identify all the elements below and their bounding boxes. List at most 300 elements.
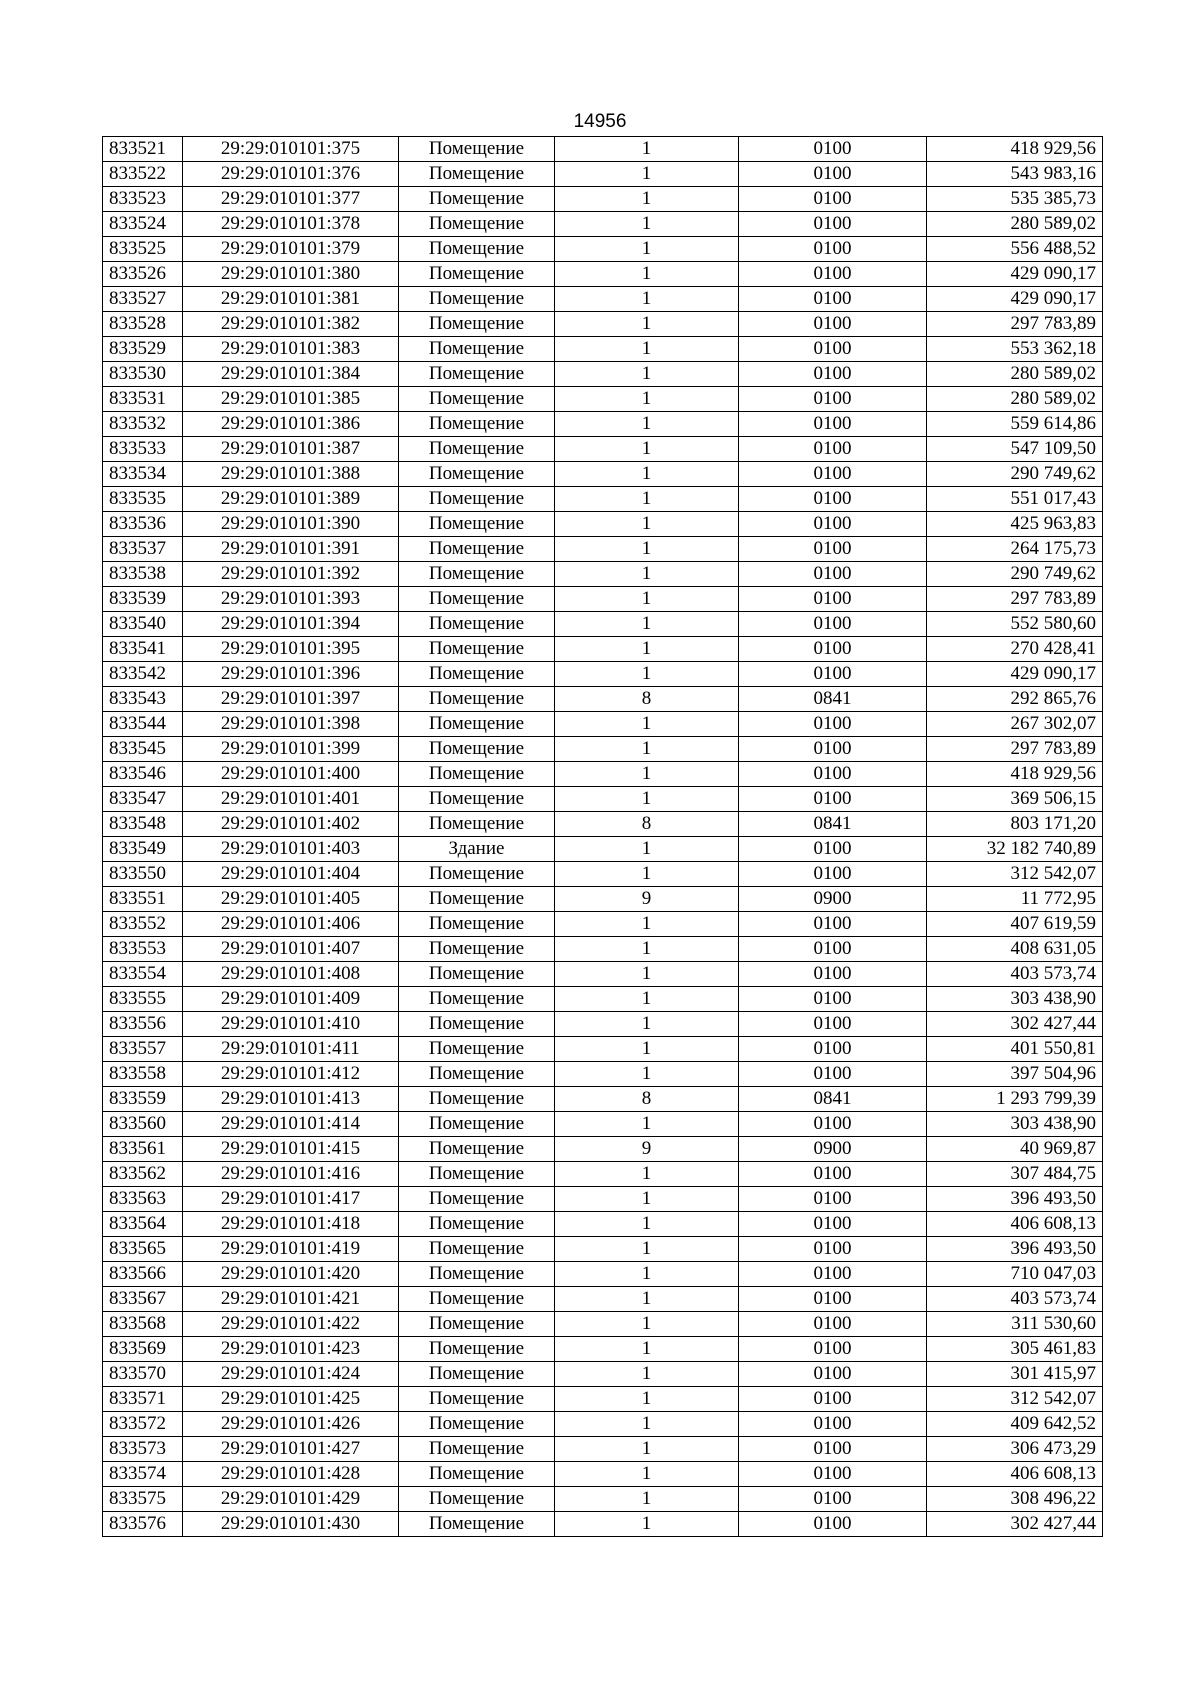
object-type-cell: Помещение — [399, 1437, 555, 1462]
table-row — [103, 1087, 1103, 1112]
cadastral-number-cell: 29:29:010101:410 — [183, 1012, 399, 1037]
count-cell: 1 — [555, 537, 739, 562]
count-cell: 1 — [555, 1037, 739, 1062]
table-row — [103, 162, 1103, 187]
count-cell: 8 — [555, 687, 739, 712]
record-id-cell: 833531 — [103, 387, 183, 412]
count-cell: 1 — [555, 487, 739, 512]
object-type-cell: Помещение — [399, 512, 555, 537]
count-cell: 1 — [555, 637, 739, 662]
value-cell: 429 090,17 — [927, 662, 1103, 687]
object-type-cell: Помещение — [399, 262, 555, 287]
cadastral-number-cell: 29:29:010101:379 — [183, 237, 399, 262]
record-id-cell: 833524 — [103, 212, 183, 237]
cadastral-number-cell: 29:29:010101:405 — [183, 887, 399, 912]
table-row — [103, 937, 1103, 962]
cadastral-number-cell: 29:29:010101:427 — [183, 1437, 399, 1462]
value-cell: 303 438,90 — [927, 1112, 1103, 1137]
cadastral-number-cell: 29:29:010101:387 — [183, 437, 399, 462]
table-row — [103, 1262, 1103, 1287]
table-row — [103, 1287, 1103, 1312]
cadastral-number-cell: 29:29:010101:422 — [183, 1312, 399, 1337]
code-cell: 0100 — [739, 162, 927, 187]
code-cell: 0100 — [739, 537, 927, 562]
code-cell: 0100 — [739, 1062, 927, 1087]
cadastral-number-cell: 29:29:010101:421 — [183, 1287, 399, 1312]
record-id-cell: 833535 — [103, 487, 183, 512]
table-row — [103, 387, 1103, 412]
record-id-cell: 833529 — [103, 337, 183, 362]
object-type-cell: Помещение — [399, 412, 555, 437]
cadastral-number-cell: 29:29:010101:407 — [183, 937, 399, 962]
object-type-cell: Помещение — [399, 1362, 555, 1387]
cadastral-number-cell: 29:29:010101:381 — [183, 287, 399, 312]
value-cell: 301 415,97 — [927, 1362, 1103, 1387]
object-type-cell: Помещение — [399, 1337, 555, 1362]
code-cell: 0100 — [739, 287, 927, 312]
value-cell: 267 302,07 — [927, 712, 1103, 737]
table-row — [103, 212, 1103, 237]
code-cell: 0100 — [739, 262, 927, 287]
code-cell: 0100 — [739, 1237, 927, 1262]
value-cell: 307 484,75 — [927, 1162, 1103, 1187]
object-type-cell: Помещение — [399, 1462, 555, 1487]
value-cell: 312 542,07 — [927, 862, 1103, 887]
count-cell: 1 — [555, 1387, 739, 1412]
cadastral-number-cell: 29:29:010101:375 — [183, 137, 399, 162]
cadastral-number-cell: 29:29:010101:406 — [183, 912, 399, 937]
value-cell: 270 428,41 — [927, 637, 1103, 662]
cadastral-number-cell: 29:29:010101:393 — [183, 587, 399, 612]
table-row — [103, 1437, 1103, 1462]
value-cell: 280 589,02 — [927, 362, 1103, 387]
count-cell: 1 — [555, 862, 739, 887]
record-id-cell: 833526 — [103, 262, 183, 287]
object-type-cell: Помещение — [399, 987, 555, 1012]
cadastral-number-cell: 29:29:010101:426 — [183, 1412, 399, 1437]
record-id-cell: 833536 — [103, 512, 183, 537]
code-cell: 0900 — [739, 887, 927, 912]
table-row — [103, 737, 1103, 762]
cadastral-number-cell: 29:29:010101:404 — [183, 862, 399, 887]
value-cell: 396 493,50 — [927, 1187, 1103, 1212]
count-cell: 1 — [555, 212, 739, 237]
value-cell: 280 589,02 — [927, 212, 1103, 237]
code-cell: 0100 — [739, 937, 927, 962]
record-id-cell: 833525 — [103, 237, 183, 262]
cadastral-number-cell: 29:29:010101:412 — [183, 1062, 399, 1087]
record-id-cell: 833541 — [103, 637, 183, 662]
table-row — [103, 637, 1103, 662]
table-row — [103, 1487, 1103, 1512]
record-id-cell: 833572 — [103, 1412, 183, 1437]
value-cell: 290 749,62 — [927, 462, 1103, 487]
count-cell: 1 — [555, 162, 739, 187]
cadastral-number-cell: 29:29:010101:413 — [183, 1087, 399, 1112]
table-row — [103, 1412, 1103, 1437]
object-type-cell: Помещение — [399, 1112, 555, 1137]
cadastral-number-cell: 29:29:010101:408 — [183, 962, 399, 987]
code-cell: 0100 — [739, 1437, 927, 1462]
record-id-cell: 833573 — [103, 1437, 183, 1462]
value-cell: 311 530,60 — [927, 1312, 1103, 1337]
table-row — [103, 312, 1103, 337]
value-cell: 429 090,17 — [927, 287, 1103, 312]
cadastral-number-cell: 29:29:010101:386 — [183, 412, 399, 437]
value-cell: 559 614,86 — [927, 412, 1103, 437]
code-cell: 0100 — [739, 587, 927, 612]
count-cell: 1 — [555, 1162, 739, 1187]
code-cell: 0100 — [739, 137, 927, 162]
cadastral-number-cell: 29:29:010101:402 — [183, 812, 399, 837]
count-cell: 1 — [555, 1287, 739, 1312]
code-cell: 0100 — [739, 337, 927, 362]
object-type-cell: Помещение — [399, 362, 555, 387]
value-cell: 403 573,74 — [927, 1287, 1103, 1312]
value-cell: 302 427,44 — [927, 1012, 1103, 1037]
record-id-cell: 833528 — [103, 312, 183, 337]
value-cell: 305 461,83 — [927, 1337, 1103, 1362]
object-type-cell: Помещение — [399, 787, 555, 812]
value-cell: 297 783,89 — [927, 312, 1103, 337]
cadastral-number-cell: 29:29:010101:399 — [183, 737, 399, 762]
record-id-cell: 833552 — [103, 912, 183, 937]
table-row — [103, 487, 1103, 512]
object-type-cell: Помещение — [399, 1262, 555, 1287]
registry-table — [102, 136, 1103, 1537]
cadastral-number-cell: 29:29:010101:394 — [183, 612, 399, 637]
table-row — [103, 187, 1103, 212]
value-cell: 264 175,73 — [927, 537, 1103, 562]
table-row — [103, 1312, 1103, 1337]
table-row — [103, 1462, 1103, 1487]
object-type-cell: Помещение — [399, 637, 555, 662]
code-cell: 0100 — [739, 1162, 927, 1187]
value-cell: 406 608,13 — [927, 1212, 1103, 1237]
count-cell: 1 — [555, 187, 739, 212]
record-id-cell: 833550 — [103, 862, 183, 887]
code-cell: 0841 — [739, 1087, 927, 1112]
value-cell: 556 488,52 — [927, 237, 1103, 262]
count-cell: 8 — [555, 812, 739, 837]
record-id-cell: 833548 — [103, 812, 183, 837]
table-row — [103, 1512, 1103, 1537]
code-cell: 0900 — [739, 1137, 927, 1162]
table-row — [103, 1162, 1103, 1187]
object-type-cell: Помещение — [399, 162, 555, 187]
count-cell: 1 — [555, 612, 739, 637]
object-type-cell: Здание — [399, 837, 555, 862]
record-id-cell: 833522 — [103, 162, 183, 187]
count-cell: 1 — [555, 1262, 739, 1287]
record-id-cell: 833542 — [103, 662, 183, 687]
record-id-cell: 833544 — [103, 712, 183, 737]
code-cell: 0100 — [739, 637, 927, 662]
code-cell: 0100 — [739, 1512, 927, 1537]
object-type-cell: Помещение — [399, 937, 555, 962]
count-cell: 1 — [555, 337, 739, 362]
record-id-cell: 833554 — [103, 962, 183, 987]
record-id-cell: 833538 — [103, 562, 183, 587]
cadastral-number-cell: 29:29:010101:376 — [183, 162, 399, 187]
code-cell: 0100 — [739, 1362, 927, 1387]
value-cell: 553 362,18 — [927, 337, 1103, 362]
object-type-cell: Помещение — [399, 1087, 555, 1112]
object-type-cell: Помещение — [399, 1512, 555, 1537]
record-id-cell: 833560 — [103, 1112, 183, 1137]
count-cell: 1 — [555, 1412, 739, 1437]
record-id-cell: 833566 — [103, 1262, 183, 1287]
table-row — [103, 1362, 1103, 1387]
record-id-cell: 833565 — [103, 1237, 183, 1262]
code-cell: 0100 — [739, 1387, 927, 1412]
value-cell: 369 506,15 — [927, 787, 1103, 812]
object-type-cell: Помещение — [399, 662, 555, 687]
value-cell: 407 619,59 — [927, 912, 1103, 937]
record-id-cell: 833551 — [103, 887, 183, 912]
object-type-cell: Помещение — [399, 287, 555, 312]
cadastral-number-cell: 29:29:010101:388 — [183, 462, 399, 487]
table-row — [103, 587, 1103, 612]
value-cell: 32 182 740,89 — [927, 837, 1103, 862]
record-id-cell: 833546 — [103, 762, 183, 787]
table-row — [103, 987, 1103, 1012]
code-cell: 0100 — [739, 387, 927, 412]
record-id-cell: 833527 — [103, 287, 183, 312]
object-type-cell: Помещение — [399, 1412, 555, 1437]
count-cell: 1 — [555, 662, 739, 687]
table-row — [103, 837, 1103, 862]
count-cell: 1 — [555, 987, 739, 1012]
value-cell: 280 589,02 — [927, 387, 1103, 412]
record-id-cell: 833537 — [103, 537, 183, 562]
object-type-cell: Помещение — [399, 1287, 555, 1312]
value-cell: 408 631,05 — [927, 937, 1103, 962]
table-row — [103, 1337, 1103, 1362]
code-cell: 0100 — [739, 1487, 927, 1512]
value-cell: 551 017,43 — [927, 487, 1103, 512]
table-row — [103, 137, 1103, 162]
object-type-cell: Помещение — [399, 762, 555, 787]
value-cell: 710 047,03 — [927, 1262, 1103, 1287]
code-cell: 0100 — [739, 612, 927, 637]
table-row — [103, 887, 1103, 912]
object-type-cell: Помещение — [399, 387, 555, 412]
record-id-cell: 833569 — [103, 1337, 183, 1362]
table-row — [103, 712, 1103, 737]
object-type-cell: Помещение — [399, 1187, 555, 1212]
count-cell: 1 — [555, 312, 739, 337]
record-id-cell: 833570 — [103, 1362, 183, 1387]
object-type-cell: Помещение — [399, 587, 555, 612]
code-cell: 0100 — [739, 1287, 927, 1312]
code-cell: 0100 — [739, 1112, 927, 1137]
cadastral-number-cell: 29:29:010101:424 — [183, 1362, 399, 1387]
table-row — [103, 262, 1103, 287]
code-cell: 0100 — [739, 562, 927, 587]
count-cell: 1 — [555, 587, 739, 612]
code-cell: 0100 — [739, 1412, 927, 1437]
record-id-cell: 833521 — [103, 137, 183, 162]
cadastral-number-cell: 29:29:010101:396 — [183, 662, 399, 687]
record-id-cell: 833574 — [103, 1462, 183, 1487]
code-cell: 0100 — [739, 712, 927, 737]
cadastral-number-cell: 29:29:010101:419 — [183, 1237, 399, 1262]
object-type-cell: Помещение — [399, 337, 555, 362]
record-id-cell: 833557 — [103, 1037, 183, 1062]
count-cell: 1 — [555, 1237, 739, 1262]
code-cell: 0100 — [739, 1012, 927, 1037]
cadastral-number-cell: 29:29:010101:392 — [183, 562, 399, 587]
record-id-cell: 833539 — [103, 587, 183, 612]
object-type-cell: Помещение — [399, 912, 555, 937]
object-type-cell: Помещение — [399, 887, 555, 912]
table-row — [103, 1112, 1103, 1137]
object-type-cell: Помещение — [399, 1012, 555, 1037]
cadastral-number-cell: 29:29:010101:377 — [183, 187, 399, 212]
registry-table-body — [103, 137, 1103, 1537]
table-row — [103, 1237, 1103, 1262]
value-cell: 552 580,60 — [927, 612, 1103, 637]
record-id-cell: 833534 — [103, 462, 183, 487]
value-cell: 1 293 799,39 — [927, 1087, 1103, 1112]
count-cell: 8 — [555, 1087, 739, 1112]
record-id-cell: 833533 — [103, 437, 183, 462]
cadastral-number-cell: 29:29:010101:397 — [183, 687, 399, 712]
record-id-cell: 833561 — [103, 1137, 183, 1162]
object-type-cell: Помещение — [399, 1212, 555, 1237]
count-cell: 1 — [555, 512, 739, 537]
code-cell: 0100 — [739, 212, 927, 237]
code-cell: 0100 — [739, 962, 927, 987]
cadastral-number-cell: 29:29:010101:384 — [183, 362, 399, 387]
table-row — [103, 612, 1103, 637]
count-cell: 1 — [555, 262, 739, 287]
table-row — [103, 1062, 1103, 1087]
object-type-cell: Помещение — [399, 1312, 555, 1337]
value-cell: 292 865,76 — [927, 687, 1103, 712]
count-cell: 1 — [555, 1362, 739, 1387]
value-cell: 297 783,89 — [927, 737, 1103, 762]
record-id-cell: 833547 — [103, 787, 183, 812]
record-id-cell: 833553 — [103, 937, 183, 962]
table-row — [103, 787, 1103, 812]
count-cell: 1 — [555, 1462, 739, 1487]
count-cell: 1 — [555, 1012, 739, 1037]
code-cell: 0100 — [739, 912, 927, 937]
object-type-cell: Помещение — [399, 862, 555, 887]
value-cell: 396 493,50 — [927, 1237, 1103, 1262]
cadastral-number-cell: 29:29:010101:417 — [183, 1187, 399, 1212]
table-row — [103, 1012, 1103, 1037]
value-cell: 401 550,81 — [927, 1037, 1103, 1062]
code-cell: 0100 — [739, 1187, 927, 1212]
value-cell: 303 438,90 — [927, 987, 1103, 1012]
count-cell: 1 — [555, 437, 739, 462]
record-id-cell: 833549 — [103, 837, 183, 862]
code-cell: 0100 — [739, 1037, 927, 1062]
code-cell: 0100 — [739, 737, 927, 762]
record-id-cell: 833576 — [103, 1512, 183, 1537]
cadastral-number-cell: 29:29:010101:389 — [183, 487, 399, 512]
code-cell: 0100 — [739, 237, 927, 262]
cadastral-number-cell: 29:29:010101:428 — [183, 1462, 399, 1487]
cadastral-number-cell: 29:29:010101:416 — [183, 1162, 399, 1187]
object-type-cell: Помещение — [399, 812, 555, 837]
code-cell: 0100 — [739, 1262, 927, 1287]
count-cell: 1 — [555, 387, 739, 412]
value-cell: 306 473,29 — [927, 1437, 1103, 1462]
table-row — [103, 412, 1103, 437]
count-cell: 1 — [555, 362, 739, 387]
code-cell: 0100 — [739, 837, 927, 862]
value-cell: 297 783,89 — [927, 587, 1103, 612]
value-cell: 543 983,16 — [927, 162, 1103, 187]
cadastral-number-cell: 29:29:010101:382 — [183, 312, 399, 337]
object-type-cell: Помещение — [399, 537, 555, 562]
object-type-cell: Помещение — [399, 237, 555, 262]
object-type-cell: Помещение — [399, 962, 555, 987]
object-type-cell: Помещение — [399, 1137, 555, 1162]
object-type-cell: Помещение — [399, 137, 555, 162]
code-cell: 0100 — [739, 312, 927, 337]
object-type-cell: Помещение — [399, 737, 555, 762]
record-id-cell: 833558 — [103, 1062, 183, 1087]
record-id-cell: 833563 — [103, 1187, 183, 1212]
cadastral-number-cell: 29:29:010101:385 — [183, 387, 399, 412]
object-type-cell: Помещение — [399, 1162, 555, 1187]
object-type-cell: Помещение — [399, 1037, 555, 1062]
record-id-cell: 833545 — [103, 737, 183, 762]
value-cell: 425 963,83 — [927, 512, 1103, 537]
cadastral-number-cell: 29:29:010101:418 — [183, 1212, 399, 1237]
record-id-cell: 833530 — [103, 362, 183, 387]
table-row — [103, 687, 1103, 712]
cadastral-number-cell: 29:29:010101:411 — [183, 1037, 399, 1062]
object-type-cell: Помещение — [399, 312, 555, 337]
cadastral-number-cell: 29:29:010101:390 — [183, 512, 399, 537]
count-cell: 1 — [555, 837, 739, 862]
record-id-cell: 833559 — [103, 1087, 183, 1112]
count-cell: 1 — [555, 412, 739, 437]
cadastral-number-cell: 29:29:010101:398 — [183, 712, 399, 737]
count-cell: 1 — [555, 1212, 739, 1237]
value-cell: 290 749,62 — [927, 562, 1103, 587]
object-type-cell: Помещение — [399, 712, 555, 737]
table-row — [103, 362, 1103, 387]
object-type-cell: Помещение — [399, 487, 555, 512]
cadastral-number-cell: 29:29:010101:423 — [183, 1337, 399, 1362]
count-cell: 1 — [555, 462, 739, 487]
count-cell: 1 — [555, 137, 739, 162]
value-cell: 397 504,96 — [927, 1062, 1103, 1087]
count-cell: 1 — [555, 562, 739, 587]
table-row — [103, 237, 1103, 262]
code-cell: 0100 — [739, 362, 927, 387]
table-row — [103, 537, 1103, 562]
code-cell: 0100 — [739, 1462, 927, 1487]
record-id-cell: 833571 — [103, 1387, 183, 1412]
object-type-cell: Помещение — [399, 437, 555, 462]
cadastral-number-cell: 29:29:010101:430 — [183, 1512, 399, 1537]
cadastral-number-cell: 29:29:010101:383 — [183, 337, 399, 362]
code-cell: 0841 — [739, 687, 927, 712]
value-cell: 535 385,73 — [927, 187, 1103, 212]
table-row — [103, 1037, 1103, 1062]
object-type-cell: Помещение — [399, 612, 555, 637]
count-cell: 1 — [555, 287, 739, 312]
value-cell: 406 608,13 — [927, 1462, 1103, 1487]
